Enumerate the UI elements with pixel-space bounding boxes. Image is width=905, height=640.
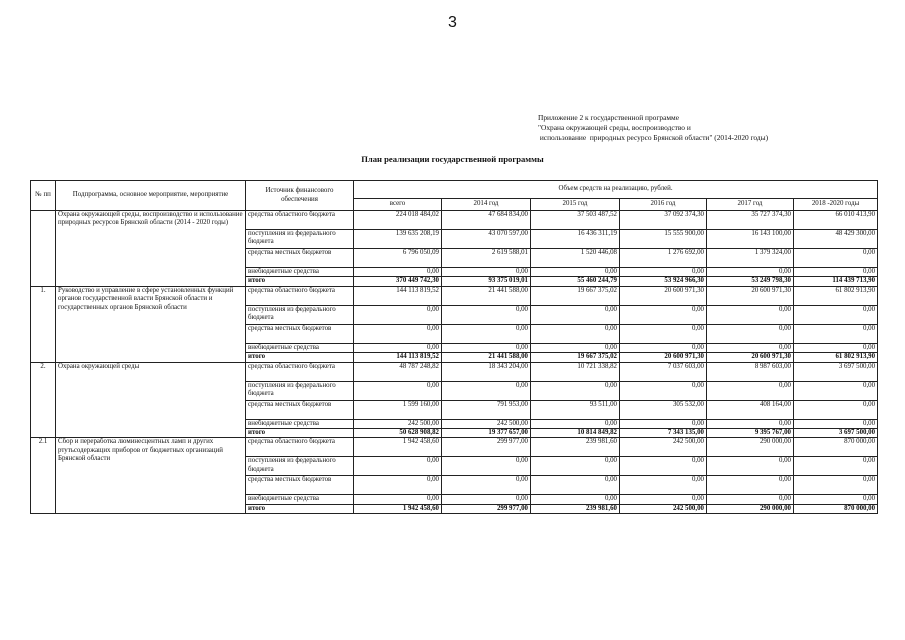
header-year: 2015 год [531,199,620,211]
amount-cell: 2 619 588,01 [442,249,531,268]
header-year: 2018 -2020 годы [794,199,878,211]
row-number: 2. [31,362,56,438]
amount-cell: 0,00 [794,400,878,419]
amount-cell: 0,00 [620,268,707,277]
amount-cell: 0,00 [794,249,878,268]
amount-cell: 1 942 458,60 [354,438,442,457]
amount-cell: 48 429 300,00 [794,230,878,249]
amount-cell: 0,00 [620,419,707,428]
amount-cell: 0,00 [354,268,442,277]
amount-cell: 7 343 135,00 [620,429,707,438]
amount-cell: 0,00 [442,268,531,277]
amount-cell: 0,00 [794,343,878,352]
amount-cell: 0,00 [707,305,794,324]
amount-cell: 0,00 [620,324,707,343]
funding-source: средства местных бюджетов [246,249,354,268]
header-source: Источник финансового обеспечения [246,181,354,211]
amount-cell: 0,00 [620,381,707,400]
amount-cell: 0,00 [442,305,531,324]
amount-cell: 0,00 [531,305,620,324]
table-row [31,438,878,457]
amount-cell: 0,00 [707,419,794,428]
funding-source: средства местных бюджетов [246,476,354,495]
amount-cell: 0,00 [620,495,707,504]
amount-cell: 0,00 [707,457,794,476]
program-name: Охрана окружающей среды, воспроизводство и использование природных ресурсов Брянской области (2014 - 2020 годы) [56,211,246,287]
amount-cell: 0,00 [707,476,794,495]
amount-cell: 370 449 742,30 [354,277,442,286]
funding-source: внебюджетные средства [246,495,354,504]
amount-cell: 0,00 [354,305,442,324]
amount-cell: 0,00 [794,495,878,504]
amount-cell: 93 511,00 [531,400,620,419]
amount-cell: 19 667 375,02 [531,286,620,305]
amount-cell: 21 441 588,00 [442,353,531,362]
amount-cell: 870 000,00 [794,504,878,513]
amount-cell: 16 436 311,19 [531,230,620,249]
appendix-note [538,113,768,143]
amount-cell: 0,00 [794,268,878,277]
amount-cell: 35 727 374,30 [707,211,794,230]
amount-cell: 0,00 [794,476,878,495]
amount-cell: 0,00 [531,495,620,504]
amount-cell: 1 520 446,08 [531,249,620,268]
amount-cell: 791 953,00 [442,400,531,419]
amount-cell: 290 000,00 [707,504,794,513]
table-row [31,211,878,230]
amount-cell: 9 395 767,00 [707,429,794,438]
amount-cell: 242 500,00 [620,504,707,513]
row-number: 2.1 [31,438,56,514]
amount-cell: 870 000,00 [794,438,878,457]
table-row [31,362,878,381]
amount-cell: 53 924 966,30 [620,277,707,286]
amount-cell: 20 600 971,30 [620,353,707,362]
amount-cell: 10 814 849,82 [531,429,620,438]
amount-cell: 239 981,60 [531,438,620,457]
amount-cell: 47 684 834,00 [442,211,531,230]
amount-cell: 15 555 900,00 [620,230,707,249]
header-year: всего [354,199,442,211]
funding-source: средства областного бюджета [246,362,354,381]
amount-cell: 0,00 [531,381,620,400]
amount-cell: 20 600 971,30 [620,286,707,305]
amount-cell: 20 600 971,30 [707,353,794,362]
amount-cell: 0,00 [531,343,620,352]
amount-cell: 0,00 [794,457,878,476]
header-volume: Объем средств на реализацию, рублей. [354,181,878,199]
amount-cell: 0,00 [354,495,442,504]
amount-cell: 144 113 819,52 [354,353,442,362]
funding-source: средства областного бюджета [246,286,354,305]
appendix-line: Приложение 2 к государственной программе [538,113,680,122]
amount-cell: 0,00 [442,457,531,476]
amount-cell: 305 532,00 [620,400,707,419]
amount-cell: 61 802 913,90 [794,286,878,305]
funding-source: средства местных бюджетов [246,324,354,343]
funding-source: внебюджетные средства [246,268,354,277]
amount-cell: 0,00 [707,268,794,277]
amount-cell: 0,00 [354,324,442,343]
funding-source: итого [246,429,354,438]
amount-cell: 0,00 [354,476,442,495]
amount-cell: 3 697 500,00 [794,429,878,438]
amount-cell: 408 164,00 [707,400,794,419]
header-num: № пп [31,181,56,211]
amount-cell: 16 143 100,00 [707,230,794,249]
funding-source: внебюджетные средства [246,343,354,352]
amount-cell: 19 667 375,02 [531,353,620,362]
amount-cell: 144 113 819,52 [354,286,442,305]
amount-cell: 50 628 908,82 [354,429,442,438]
amount-cell: 0,00 [442,381,531,400]
program-name: Сбор и переработка люминесцентных ламп и других ртутьсодержащих приборов от бюджетных организаций Брянской области [56,438,246,514]
funding-source: поступления из федерального бюджета [246,381,354,400]
amount-cell: 0,00 [442,324,531,343]
amount-cell: 19 377 657,00 [442,429,531,438]
amount-cell: 53 249 798,30 [707,277,794,286]
funding-source: внебюджетные средства [246,419,354,428]
amount-cell: 0,00 [707,343,794,352]
amount-cell: 37 503 487,52 [531,211,620,230]
amount-cell: 114 439 713,90 [794,277,878,286]
amount-cell: 0,00 [794,381,878,400]
amount-cell: 299 977,00 [442,438,531,457]
appendix-line: "Охрана окружающей среды, воспроизводство и [538,123,691,132]
document-title: План реализации государственной программы [361,154,544,164]
amount-cell: 0,00 [531,324,620,343]
amount-cell: 7 037 603,00 [620,362,707,381]
amount-cell: 1 942 458,60 [354,504,442,513]
plan-body [31,211,878,514]
row-number [31,211,56,287]
amount-cell: 8 987 603,00 [707,362,794,381]
amount-cell: 0,00 [531,457,620,476]
program-name: Охрана окружающей среды [56,362,246,438]
amount-cell: 3 697 500,00 [794,362,878,381]
amount-cell: 0,00 [442,495,531,504]
amount-cell: 242 500,00 [442,419,531,428]
amount-cell: 0,00 [707,324,794,343]
amount-cell: 37 092 374,30 [620,211,707,230]
amount-cell: 0,00 [354,381,442,400]
amount-cell: 0,00 [531,476,620,495]
funding-source: средства областного бюджета [246,211,354,230]
header-year: 2016 год [620,199,707,211]
amount-cell: 18 343 204,00 [442,362,531,381]
amount-cell: 0,00 [620,457,707,476]
amount-cell: 0,00 [794,305,878,324]
amount-cell: 48 787 248,82 [354,362,442,381]
amount-cell: 0,00 [620,305,707,324]
amount-cell: 20 600 971,30 [707,286,794,305]
page-number: 3 [448,14,457,31]
amount-cell: 21 441 588,00 [442,286,531,305]
amount-cell: 299 977,00 [442,504,531,513]
amount-cell: 0,00 [794,324,878,343]
funding-source: итого [246,277,354,286]
program-name: Руководство и управление в сфере установленных функций органов государственной власти Брянской области и государственных органов Брянской области [56,286,246,362]
amount-cell: 0,00 [442,476,531,495]
amount-cell: 0,00 [354,457,442,476]
amount-cell: 43 070 597,00 [442,230,531,249]
row-number: 1. [31,286,56,362]
amount-cell: 239 981,60 [531,504,620,513]
appendix-line: использование природных ресурсо Брянской области" (2014-2020 годы) [538,133,769,142]
funding-source: средства областного бюджета [246,438,354,457]
funding-source: итого [246,504,354,513]
funding-source: средства местных бюджетов [246,400,354,419]
amount-cell: 0,00 [442,343,531,352]
amount-cell: 1 276 692,00 [620,249,707,268]
amount-cell: 66 010 413,90 [794,211,878,230]
amount-cell: 93 375 019,01 [442,277,531,286]
amount-cell: 10 721 338,82 [531,362,620,381]
amount-cell: 0,00 [620,343,707,352]
amount-cell: 290 000,00 [707,438,794,457]
amount-cell: 6 796 050,09 [354,249,442,268]
funding-source: поступления из федерального бюджета [246,457,354,476]
amount-cell: 242 500,00 [620,438,707,457]
amount-cell: 0,00 [531,268,620,277]
amount-cell: 1 599 160,00 [354,400,442,419]
header-program: Подпрограмма, основное мероприятие, мероприятие [56,181,246,211]
amount-cell: 0,00 [620,476,707,495]
amount-cell: 0,00 [707,495,794,504]
table-row [31,286,878,305]
amount-cell: 1 379 324,00 [707,249,794,268]
plan-table [30,180,878,514]
amount-cell: 0,00 [707,381,794,400]
header-year: 2014 год [442,199,531,211]
amount-cell: 224 018 484,02 [354,211,442,230]
amount-cell: 139 635 208,19 [354,230,442,249]
funding-source: поступления из федерального бюджета [246,230,354,249]
funding-source: итого [246,353,354,362]
amount-cell: 242 500,00 [354,419,442,428]
amount-cell: 0,00 [531,419,620,428]
amount-cell: 55 460 244,79 [531,277,620,286]
amount-cell: 0,00 [354,343,442,352]
funding-source: поступления из федерального бюджета [246,305,354,324]
header-year: 2017 год [707,199,794,211]
amount-cell: 0,00 [794,419,878,428]
amount-cell: 61 802 913,90 [794,353,878,362]
